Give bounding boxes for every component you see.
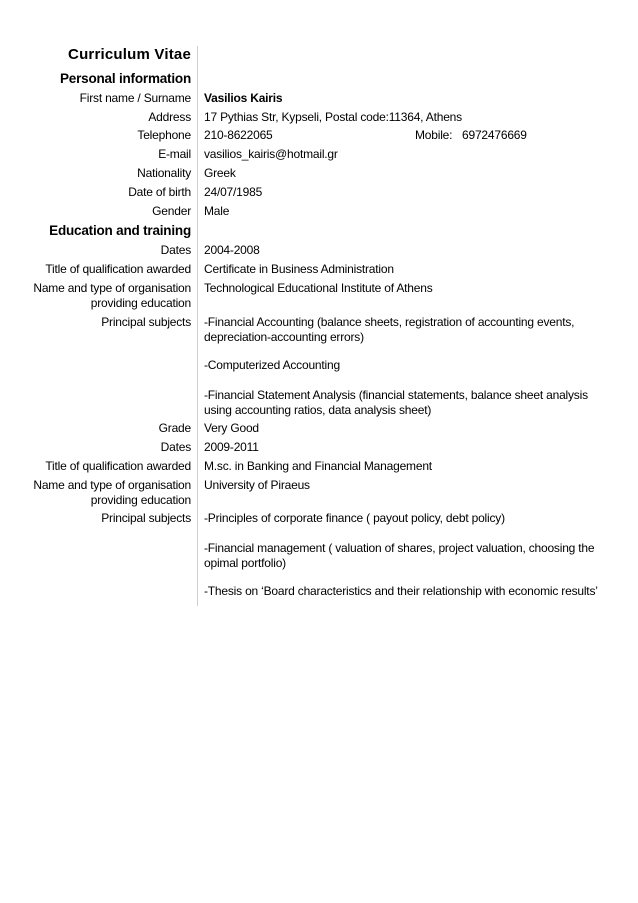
education-heading: Education and training [49,223,191,238]
name-label: First name / Surname [79,91,191,105]
email-value: vasilios_kairis@hotmail.gr [204,147,338,161]
qualification-value: M.sc. in Banking and Financial Management [204,459,432,473]
qualification-value: Certificate in Business Administration [204,262,394,276]
subject-item: -Thesis on ‘Board characteristics and their relationship with economic results’ [204,584,598,598]
mobile-value: 6972476669 [462,128,527,142]
email-label: E-mail [158,147,191,161]
address-label: Address [148,110,191,124]
column-divider [197,46,198,606]
organisation-value: Technological Educational Institute of Athens [204,281,433,295]
subject-item: -Financial Accounting (balance sheets, registration of accounting events, depreciation-accounting errors) [204,315,575,344]
organisation-label-line1: Name and type of organisation [33,281,191,295]
qualification-label: Title of qualification awarded [45,459,191,473]
date-of-birth-value: 24/07/1985 [204,185,263,199]
dates-value: 2004-2008 [204,243,260,257]
dates-value: 2009-2011 [204,440,259,454]
qualification-label: Title of qualification awarded [45,262,191,276]
address-value: 17 Pythias Str, Kypseli, Postal code:11364, Athens [204,110,462,124]
subject-item: -Principles of corporate finance ( payout policy, debt policy) [204,511,505,525]
mobile-label: Mobile: [415,128,453,142]
organisation-label-line2: providing education [90,493,191,507]
grade-label: Grade [158,421,191,435]
nationality-label: Nationality [137,166,191,180]
cv-title: Curriculum Vitae [68,46,191,63]
telephone-label: Telephone [137,128,191,142]
dates-label: Dates [160,440,191,454]
grade-value: Very Good [204,421,259,435]
subject-item: -Computerized Accounting [204,358,340,372]
nationality-value: Greek [204,166,236,180]
organisation-label-line2: providing education [90,296,191,310]
personal-information-heading: Personal information [59,71,191,86]
principal-subjects-label: Principal subjects [101,315,191,329]
organisation-label-line1: Name and type of organisation [33,478,191,492]
name-value: Vasilios Kairis [204,91,283,105]
subject-item: -Financial Statement Analysis (financial statements, balance sheet analysis using accounting ratios, data analysis sheet) [204,388,588,417]
date-of-birth-label: Date of birth [128,185,191,199]
principal-subjects-label: Principal subjects [101,511,191,525]
organisation-value: University of Piraeus [204,478,310,492]
gender-label: Gender [152,204,191,218]
gender-value: Male [204,204,230,218]
dates-label: Dates [160,243,191,257]
subject-item: -Financial management ( valuation of shares, project valuation, choosing the opimal portfolio) [204,541,595,570]
telephone-value: 210-8622065 [204,128,273,142]
